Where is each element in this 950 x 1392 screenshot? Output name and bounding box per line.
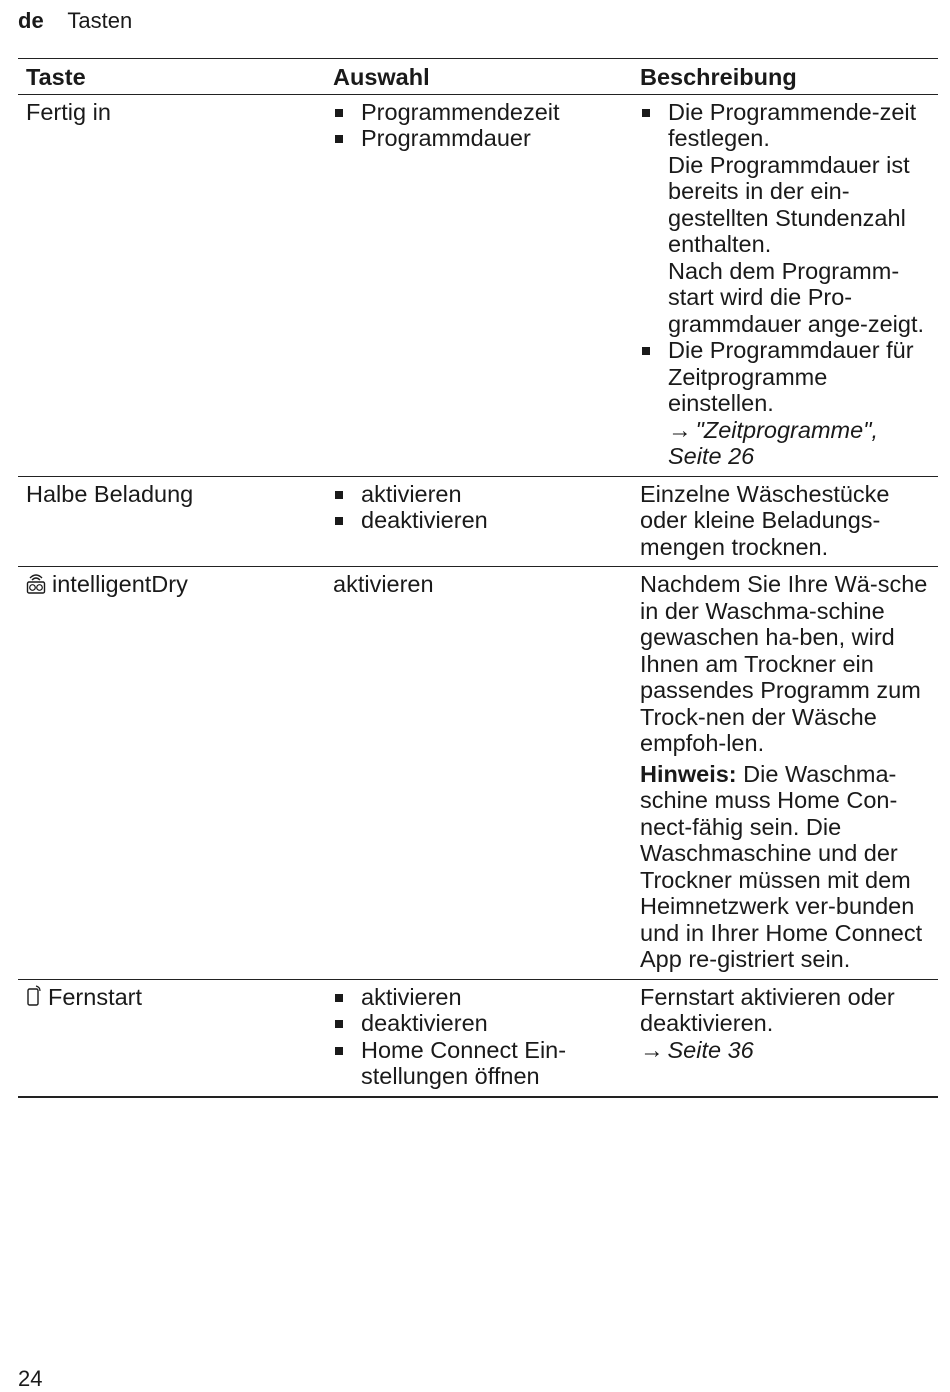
description-text: Die Programmdauer für Zeitprogramme einstellen. xyxy=(668,337,914,416)
cross-reference-text: "Zeitprogramme", Seite 26 xyxy=(668,416,879,469)
cross-reference-text: Seite 36 xyxy=(667,1036,754,1063)
description-item xyxy=(640,99,930,338)
options-list xyxy=(333,984,624,1090)
note-body: Die Waschma-schine muss Home Con-nect-fähig sein. Die Waschmaschine und der Trockner müssen mit dem Heimnetzwerk ver-bunden und in Ihrer Home Connect App re-gistriert sein. xyxy=(640,760,923,972)
key-label: Fertig in xyxy=(26,98,111,125)
description-cell xyxy=(632,979,938,1097)
options-cell xyxy=(325,567,632,980)
key-label: Fernstart xyxy=(48,983,143,1010)
note-label: Hinweis: xyxy=(640,760,737,787)
key-cell xyxy=(18,476,325,567)
option-item: aktivieren xyxy=(333,984,624,1011)
note-text xyxy=(640,761,930,973)
language-code: de xyxy=(18,8,44,33)
options-cell xyxy=(325,979,632,1097)
table-row-fernstart xyxy=(18,979,938,1097)
option-item: Home Connect Ein-stellungen öffnen xyxy=(333,1037,624,1090)
description-text: Einzelne Wäschestücke oder kleine Beladungs-mengen trocknen. xyxy=(640,480,890,560)
key-label: Halbe Beladung xyxy=(26,480,194,507)
option-text: aktivieren xyxy=(333,571,434,597)
key-cell xyxy=(18,979,325,1097)
intelligent-dry-icon xyxy=(26,572,46,600)
page-number: 24 xyxy=(18,1366,43,1391)
description-item xyxy=(640,337,930,470)
table-row-intelligent-dry xyxy=(18,567,938,980)
cross-reference-link[interactable] xyxy=(640,1037,930,1064)
option-item: Programmdauer xyxy=(333,125,624,152)
key-cell xyxy=(18,94,325,476)
description-text: Die Programmdauer ist bereits in der ein-gestellten Stundenzahl enthalten. xyxy=(668,151,910,257)
options-cell xyxy=(325,94,632,476)
option-item: deaktivieren xyxy=(333,1010,624,1037)
description-text: Nachdem Sie Ihre Wä-sche in der Waschma-schine gewaschen ha-ben, wird Ihnen am Trockner ein passendes Programm zum Trock-nen der Wäsche empfoh-len. xyxy=(640,571,928,756)
description-list xyxy=(640,99,930,470)
arrow-right-icon: → xyxy=(640,1036,664,1063)
arrow-right-icon: → xyxy=(668,416,692,443)
table-row-fertig-in xyxy=(18,94,938,476)
description-cell xyxy=(632,567,938,980)
page-header xyxy=(18,8,132,34)
key-cell xyxy=(18,567,325,980)
column-header-auswahl: Auswahl xyxy=(325,59,632,95)
remote-start-icon xyxy=(26,985,42,1013)
option-item: aktivieren xyxy=(333,481,624,508)
keys-table xyxy=(18,58,938,1098)
cross-reference-link[interactable] xyxy=(668,417,930,470)
description-cell xyxy=(632,94,938,476)
column-header-beschreibung: Beschreibung xyxy=(632,59,938,95)
options-list xyxy=(333,481,624,534)
option-item: Programmendezeit xyxy=(333,99,624,126)
options-cell xyxy=(325,476,632,567)
column-header-taste: Taste xyxy=(18,59,325,95)
option-item: deaktivieren xyxy=(333,507,624,534)
key-label: intelligentDry xyxy=(52,571,188,597)
description-cell xyxy=(632,476,938,567)
table-header-row xyxy=(18,59,938,95)
description-text: Die Programmende-zeit festlegen. xyxy=(668,98,917,151)
table-row-halbe-beladung xyxy=(18,476,938,567)
description-text: Fernstart aktivieren oder deaktivieren. xyxy=(640,983,895,1036)
description-text: Nach dem Programm-start wird die Pro-grammdauer ange-zeigt. xyxy=(668,257,925,337)
options-list xyxy=(333,99,624,152)
section-title: Tasten xyxy=(67,8,133,33)
